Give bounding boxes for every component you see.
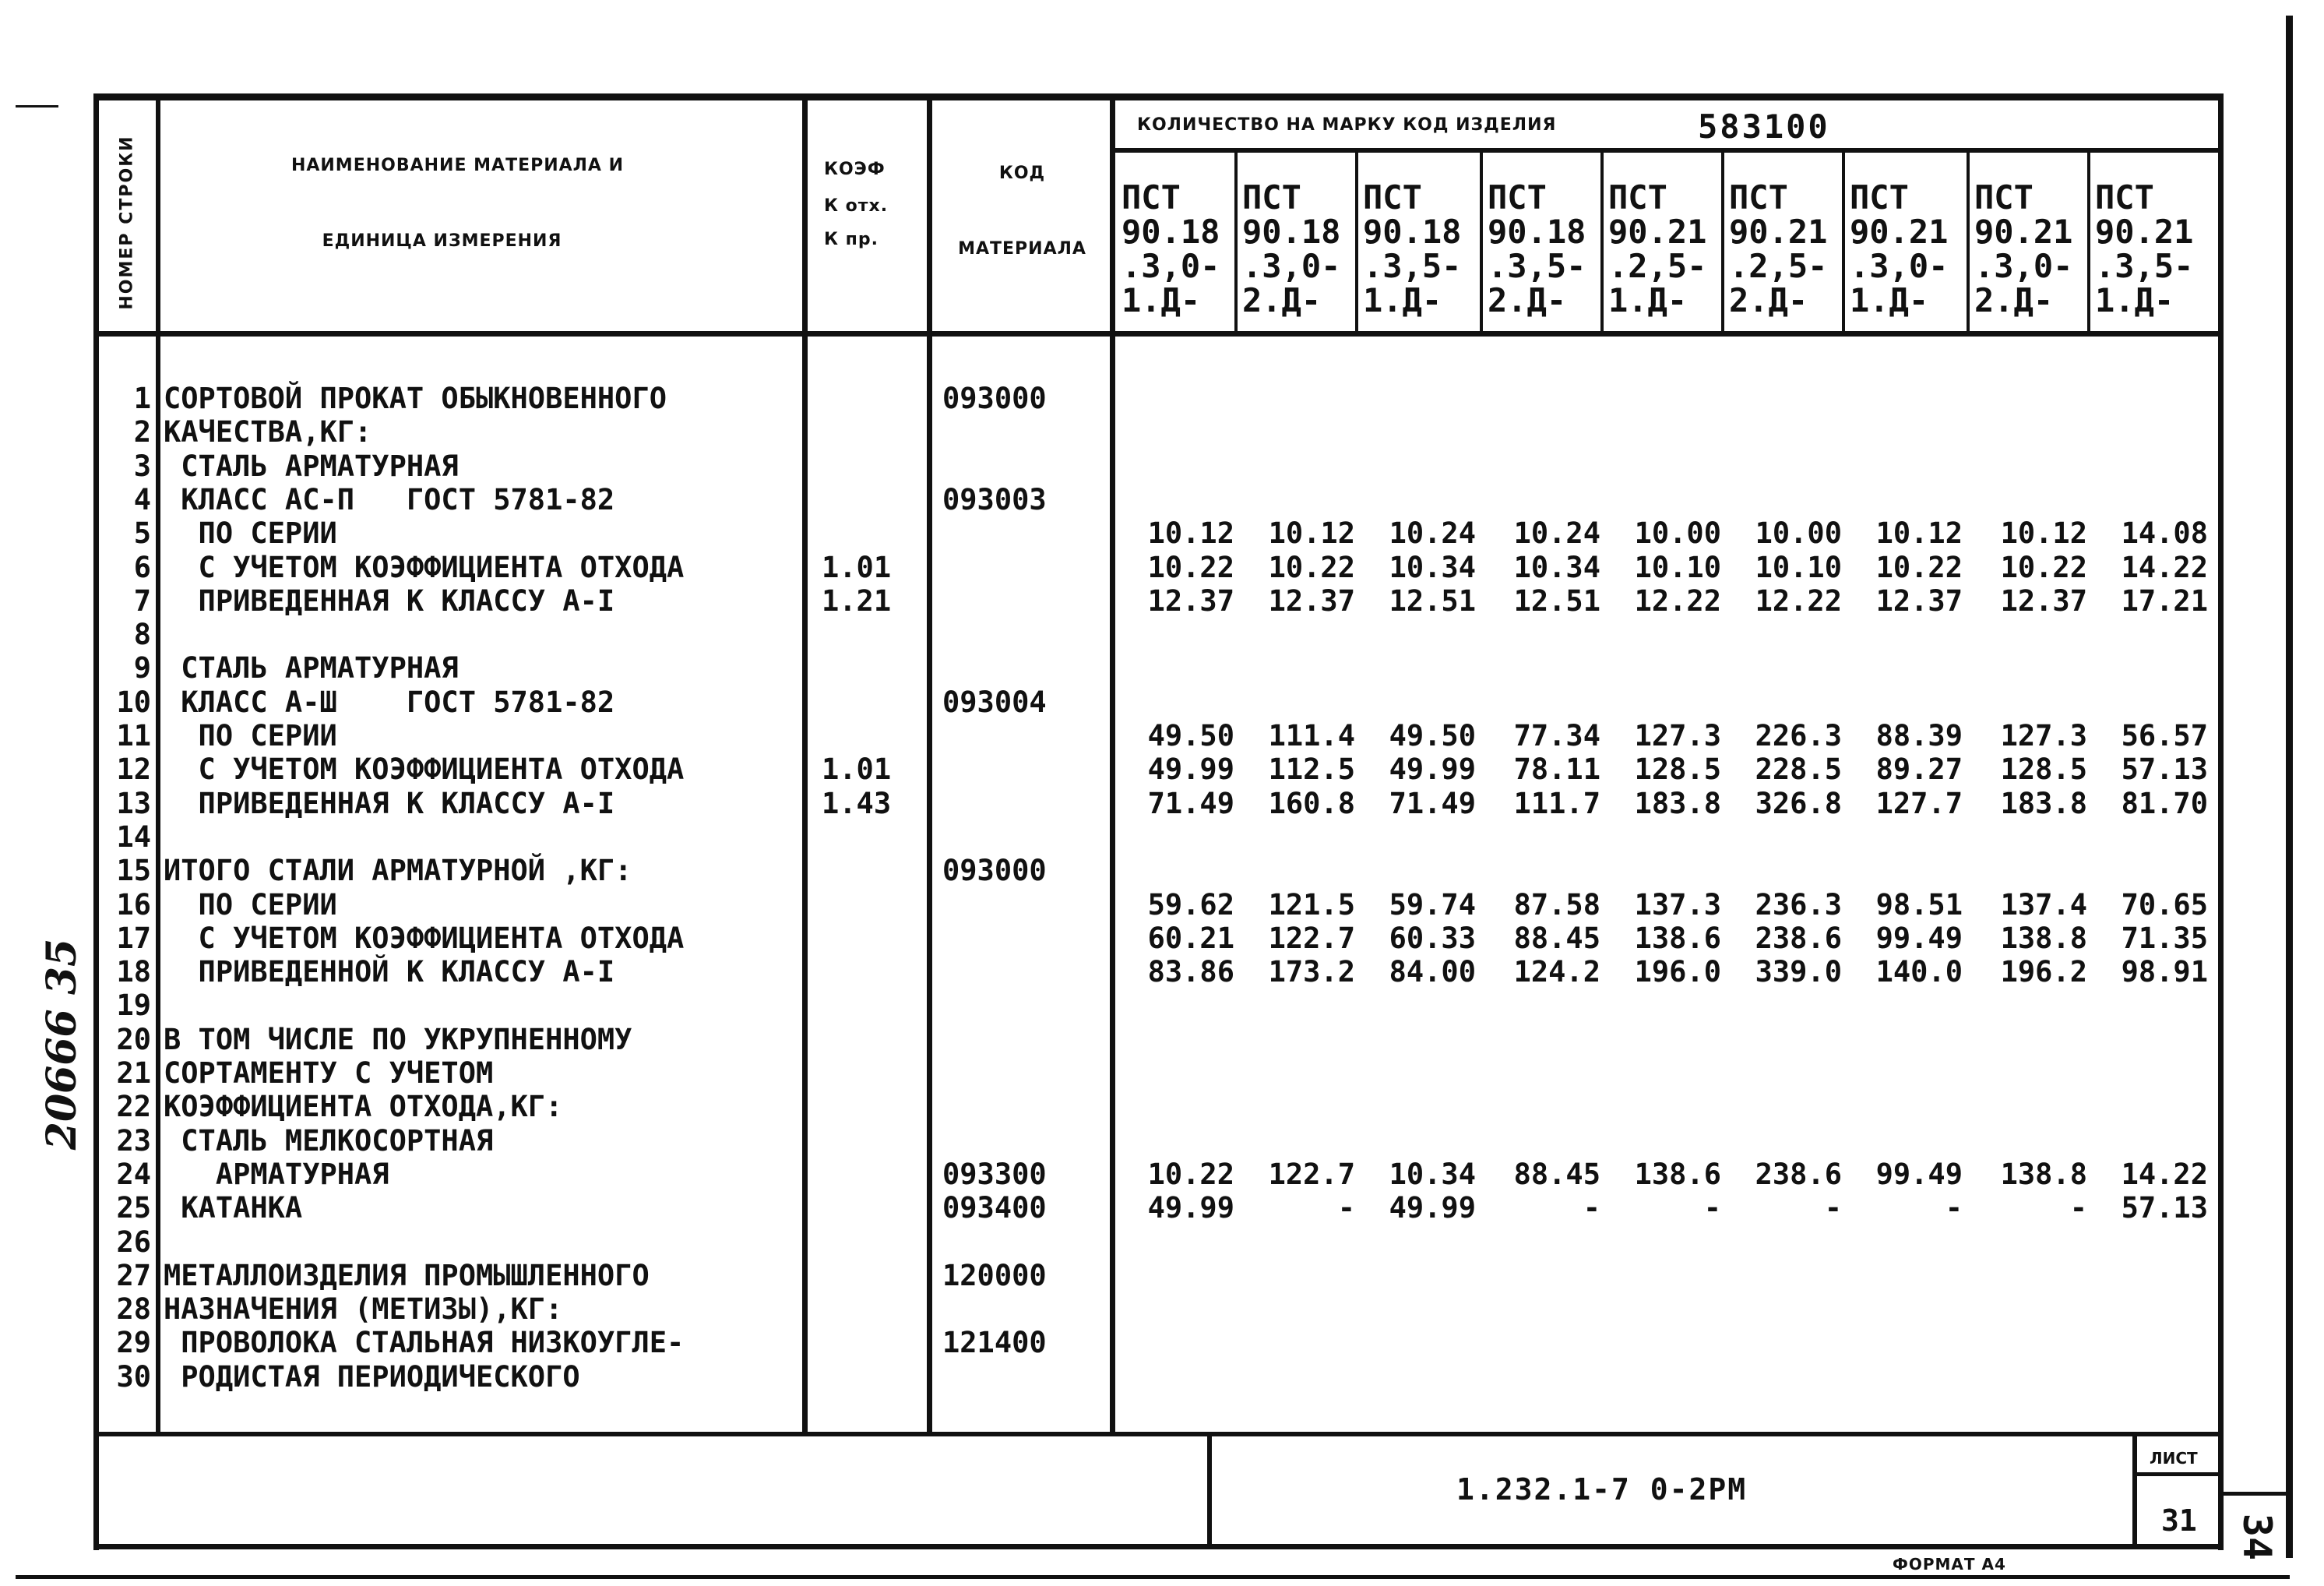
row-number: 12 bbox=[116, 752, 151, 787]
quantity-value: 137.3 bbox=[1634, 887, 1721, 922]
product-column-header-line: 2.Д- bbox=[1729, 281, 1808, 319]
row-number: 3 bbox=[133, 449, 151, 483]
product-column-header-line: ПСТ bbox=[1363, 178, 1422, 217]
quantity-value: 71.49 bbox=[1389, 786, 1476, 820]
quantity-value: 196.0 bbox=[1634, 955, 1721, 989]
material-name: ПО СЕРИИ bbox=[164, 516, 337, 551]
pcol-sep-4 bbox=[1600, 150, 1604, 333]
row-number: 16 bbox=[116, 887, 151, 922]
quantity-value: 84.00 bbox=[1389, 955, 1476, 989]
pcol-sep-8 bbox=[2087, 150, 2090, 333]
quantity-value: 183.8 bbox=[1634, 786, 1721, 820]
quantity-value: 12.51 bbox=[1389, 583, 1476, 618]
quantity-value: 87.58 bbox=[1513, 887, 1600, 922]
quantity-value: 49.99 bbox=[1389, 752, 1476, 787]
quantity-value: 12.22 bbox=[1755, 583, 1842, 618]
quantity-value: 128.5 bbox=[1634, 752, 1721, 787]
product-column-header-line: ПСТ bbox=[1122, 178, 1181, 217]
material-name: КЛАСС АС-П ГОСТ 5781-82 bbox=[164, 482, 615, 516]
quantity-value: 99.49 bbox=[1875, 921, 1963, 955]
material-name: КОЭФФИЦИЕНТА ОТХОДА,КГ: bbox=[164, 1090, 563, 1124]
product-column-header bbox=[1850, 178, 1949, 319]
quantity-value: 70.65 bbox=[2121, 887, 2208, 922]
quantity-value: 12.37 bbox=[1147, 583, 1234, 618]
quantity-value: 10.12 bbox=[1147, 516, 1234, 551]
row-number: 9 bbox=[133, 651, 151, 686]
quantity-value: 10.00 bbox=[1755, 516, 1842, 551]
product-column-header-line: .2,5- bbox=[1729, 247, 1828, 285]
quantity-value: 173.2 bbox=[1268, 955, 1355, 989]
material-name: МЕТАЛЛОИЗДЕЛИЯ ПРОМЫШЛЕННОГО bbox=[164, 1258, 650, 1292]
row-number: 26 bbox=[116, 1225, 151, 1259]
material-name: ПРОВОЛОКА СТАЛЬНАЯ НИЗКОУГЛЕ- bbox=[164, 1326, 685, 1360]
document-code: 1.232.1-7 0-2РМ bbox=[1456, 1472, 1748, 1507]
coefficient: 1.01 bbox=[822, 752, 892, 787]
product-column-header-line: 1.Д- bbox=[1608, 281, 1688, 319]
quantity-value: 10.22 bbox=[1875, 550, 1963, 584]
product-column-header-line: 1.Д- bbox=[1363, 281, 1442, 319]
row-number: 28 bbox=[116, 1292, 151, 1327]
quantity-value: 89.27 bbox=[1875, 752, 1963, 787]
col-line-2 bbox=[802, 93, 808, 1433]
quantity-value: 10.12 bbox=[1268, 516, 1355, 551]
product-column-header-line: ПСТ bbox=[1488, 178, 1547, 217]
quantity-value: 196.2 bbox=[2000, 955, 2087, 989]
quantity-value: 121.5 bbox=[1268, 887, 1355, 922]
product-column-header-line: 90.18 bbox=[1363, 213, 1462, 251]
quantity-value: 127.3 bbox=[1634, 719, 1721, 752]
row-number: 23 bbox=[116, 1123, 151, 1158]
quantity-value: 122.7 bbox=[1268, 1157, 1355, 1191]
qty-header-line bbox=[1110, 148, 2224, 153]
quantity-value: 56.57 bbox=[2121, 719, 2208, 752]
header-bottom-line bbox=[93, 331, 2224, 337]
product-column-header-line: ПСТ bbox=[1729, 178, 1788, 217]
product-column-header-line: ПСТ bbox=[1608, 178, 1667, 217]
quantity-value: 326.8 bbox=[1755, 786, 1842, 820]
quantity-value: 88.39 bbox=[1875, 719, 1963, 752]
quantity-value: 10.34 bbox=[1389, 550, 1476, 584]
quantity-value: 228.5 bbox=[1755, 752, 1842, 787]
product-column-header-line: ПСТ bbox=[1974, 178, 2034, 217]
quantity-value: 127.7 bbox=[1875, 786, 1963, 820]
quantity-value: 10.34 bbox=[1389, 1157, 1476, 1191]
material-name: КАТАНКА bbox=[164, 1191, 303, 1225]
product-column-header-line: 90.18 bbox=[1122, 213, 1220, 251]
product-column-header-line: .3,5- bbox=[2095, 247, 2194, 285]
quantity-value: - bbox=[2069, 1191, 2087, 1225]
material-name: СТАЛЬ АРМАТУРНАЯ bbox=[164, 449, 459, 483]
product-column-header-line: 90.21 bbox=[1729, 213, 1828, 251]
quantity-value: - bbox=[1824, 1191, 1842, 1225]
frame-right bbox=[2218, 93, 2224, 1550]
material-name: КАЧЕСТВА,КГ: bbox=[164, 415, 372, 449]
col-line-4 bbox=[1110, 93, 1115, 1433]
product-column-header bbox=[2095, 178, 2194, 319]
product-column-header-line: ПСТ bbox=[2095, 178, 2154, 217]
pcol-sep-2 bbox=[1355, 150, 1358, 333]
quantity-value: 128.5 bbox=[2000, 752, 2087, 787]
col-line-3 bbox=[927, 93, 932, 1433]
quantity-value: 112.5 bbox=[1268, 752, 1355, 787]
product-column-header-line: 1.Д- bbox=[1122, 281, 1201, 319]
frame-left bbox=[93, 93, 99, 1550]
product-column-header-line: .3,5- bbox=[1488, 247, 1586, 285]
quantity-value: 138.6 bbox=[1634, 921, 1721, 955]
material-code: 120000 bbox=[942, 1258, 1047, 1292]
side-number: 20666 35 bbox=[38, 938, 86, 1150]
quantity-value: 10.22 bbox=[1147, 550, 1234, 584]
product-column-header bbox=[1974, 178, 2073, 319]
row-number: 27 bbox=[116, 1258, 151, 1292]
quantity-value: 339.0 bbox=[1755, 955, 1842, 989]
quantity-value: 10.10 bbox=[1634, 550, 1721, 584]
material-name: С УЧЕТОМ КОЭФФИЦИЕНТА ОТХОДА bbox=[164, 921, 685, 955]
material-name: СТАЛЬ МЕЛКОСОРТНАЯ bbox=[164, 1123, 494, 1158]
quantity-value: - bbox=[1703, 1191, 1721, 1225]
quantity-value: 140.0 bbox=[1875, 955, 1963, 989]
product-column-header-line: 1.Д- bbox=[1850, 281, 1929, 319]
material-name: ПО СЕРИИ bbox=[164, 719, 337, 752]
quantity-value: 122.7 bbox=[1268, 921, 1355, 955]
quantity-value: 12.37 bbox=[1875, 583, 1963, 618]
pcol-sep-5 bbox=[1721, 150, 1724, 333]
row-number: 29 bbox=[116, 1326, 151, 1360]
row-number: 14 bbox=[116, 819, 151, 854]
product-column-header bbox=[1729, 178, 1828, 319]
quantity-value: 12.51 bbox=[1513, 583, 1600, 618]
quantity-value: 49.99 bbox=[1147, 1191, 1234, 1225]
quantity-value: 81.70 bbox=[2121, 786, 2208, 820]
material-code: 093400 bbox=[942, 1191, 1047, 1225]
product-column-header-line: 2.Д- bbox=[1974, 281, 2054, 319]
quantity-value: 17.21 bbox=[2121, 583, 2208, 618]
row-number: 8 bbox=[133, 618, 151, 652]
product-column-header-line: .3,0- bbox=[1122, 247, 1220, 285]
coef-header: КОЭФ К отх. К пр. bbox=[824, 160, 889, 249]
quantity-value: 57.13 bbox=[2121, 752, 2208, 787]
quantity-value: 14.08 bbox=[2121, 516, 2208, 551]
quantity-value: 12.37 bbox=[1268, 583, 1355, 618]
row-number: 10 bbox=[116, 685, 151, 719]
row-number: 7 bbox=[133, 583, 151, 618]
corner-box-top bbox=[2224, 1492, 2290, 1496]
quantity-value: 10.34 bbox=[1513, 550, 1600, 584]
quantity-value: 98.91 bbox=[2121, 955, 2208, 989]
material-name: ПРИВЕДЕННОЙ К КЛАССУ А-I bbox=[164, 955, 615, 989]
product-column-header bbox=[1363, 178, 1462, 319]
material-name: ПО СЕРИИ bbox=[164, 887, 337, 922]
quantity-value: 10.24 bbox=[1389, 516, 1476, 551]
quantity-value: 77.34 bbox=[1513, 719, 1600, 752]
product-column-header-line: .3,0- bbox=[1242, 247, 1341, 285]
quantity-value: 49.50 bbox=[1389, 719, 1476, 752]
material-name: В ТОМ ЧИСЛЕ ПО УКРУПНЕННОМУ bbox=[164, 1022, 632, 1056]
quantity-value: 88.45 bbox=[1513, 921, 1600, 955]
sheet-label: ЛИСТ bbox=[2150, 1449, 2198, 1468]
row-number: 24 bbox=[116, 1157, 151, 1191]
product-column-header-line: .3,5- bbox=[1363, 247, 1462, 285]
product-code: 583100 bbox=[1698, 107, 1830, 146]
row-number: 21 bbox=[116, 1056, 151, 1090]
quantity-value: 99.49 bbox=[1875, 1157, 1963, 1191]
corner-number: 34 bbox=[2234, 1513, 2280, 1560]
quantity-value: 10.24 bbox=[1513, 516, 1600, 551]
material-name: СТАЛЬ АРМАТУРНАЯ bbox=[164, 651, 459, 686]
row-number: 25 bbox=[116, 1191, 151, 1225]
material-code: 093000 bbox=[942, 854, 1047, 888]
material-name: ПРИВЕДЕННАЯ К КЛАССУ А-I bbox=[164, 786, 615, 820]
quantity-value: 10.22 bbox=[1268, 550, 1355, 584]
product-column-header-line: 1.Д- bbox=[2095, 281, 2174, 319]
quantity-value: 10.00 bbox=[1634, 516, 1721, 551]
quantity-value: - bbox=[1337, 1191, 1355, 1225]
row-number: 5 bbox=[133, 516, 151, 551]
quantity-value: 10.22 bbox=[1147, 1157, 1234, 1191]
product-column-header bbox=[1122, 178, 1220, 319]
quantity-value: 111.7 bbox=[1513, 786, 1600, 820]
quantity-value: 14.22 bbox=[2121, 1157, 2208, 1191]
quantity-value: 60.33 bbox=[1389, 921, 1476, 955]
quantity-value: 14.22 bbox=[2121, 550, 2208, 584]
quantity-value: 49.99 bbox=[1147, 752, 1234, 787]
row-number: 18 bbox=[116, 955, 151, 989]
coefficient: 1.01 bbox=[822, 550, 892, 584]
quantity-value: 12.22 bbox=[1634, 583, 1721, 618]
outer-right-border bbox=[2286, 16, 2293, 1558]
material-code: 121400 bbox=[942, 1326, 1047, 1360]
quantity-value: 127.3 bbox=[2000, 719, 2087, 752]
product-column-header-line: 90.21 bbox=[1608, 213, 1707, 251]
material-name: ПРИВЕДЕННАЯ К КЛАССУ А-I bbox=[164, 583, 615, 618]
quantity-value: 71.49 bbox=[1147, 786, 1234, 820]
material-code-header: КОД МАТЕРИАЛА bbox=[958, 164, 1086, 259]
quantity-value: 98.51 bbox=[1875, 887, 1963, 922]
titleblock-top-line bbox=[93, 1432, 2224, 1436]
product-column-header bbox=[1488, 178, 1586, 319]
row-number: 1 bbox=[133, 382, 151, 415]
row-number: 20 bbox=[116, 1022, 151, 1056]
material-code: 093300 bbox=[942, 1157, 1047, 1191]
product-column-header-line: 90.21 bbox=[1974, 213, 2073, 251]
row-number: 6 bbox=[133, 550, 151, 584]
quantity-value: 59.62 bbox=[1147, 887, 1234, 922]
titleblock-divider bbox=[1207, 1432, 1212, 1549]
quantity-value: 138.8 bbox=[2000, 1157, 2087, 1191]
quantity-value: 236.3 bbox=[1755, 887, 1842, 922]
quantity-value: 160.8 bbox=[1268, 786, 1355, 820]
quantity-value: 10.12 bbox=[1875, 516, 1963, 551]
row-number: 2 bbox=[133, 415, 151, 449]
quantity-value: 57.13 bbox=[2121, 1191, 2208, 1225]
quantity-value: 71.35 bbox=[2121, 921, 2208, 955]
page-top-dash bbox=[16, 105, 58, 107]
quantity-value: 138.6 bbox=[1634, 1157, 1721, 1191]
row-number: 17 bbox=[116, 921, 151, 955]
product-column-header bbox=[1608, 178, 1707, 319]
quantity-value: 83.86 bbox=[1147, 955, 1234, 989]
quantity-value: 111.4 bbox=[1268, 719, 1355, 752]
quantity-value: 124.2 bbox=[1513, 955, 1600, 989]
quantity-value: 49.50 bbox=[1147, 719, 1234, 752]
frame-top bbox=[93, 93, 2224, 100]
pcol-sep-1 bbox=[1234, 150, 1238, 333]
product-column-header-line: .3,0- bbox=[1850, 247, 1949, 285]
material-name: С УЧЕТОМ КОЭФФИЦИЕНТА ОТХОДА bbox=[164, 550, 685, 584]
quantity-value: 60.21 bbox=[1147, 921, 1234, 955]
row-number: 19 bbox=[116, 989, 151, 1023]
col-line-1 bbox=[156, 93, 160, 1433]
product-column-header-line: 2.Д- bbox=[1242, 281, 1322, 319]
material-name: РОДИСТАЯ ПЕРИОДИЧЕСКОГО bbox=[164, 1359, 580, 1394]
quantity-value: - bbox=[1945, 1191, 1963, 1225]
sheet-number: 31 bbox=[2161, 1503, 2197, 1538]
sheet-box-mid bbox=[2132, 1472, 2224, 1476]
product-column-header-line: 90.18 bbox=[1242, 213, 1341, 251]
sheet-box-left bbox=[2132, 1432, 2137, 1549]
product-column-header bbox=[1242, 178, 1341, 319]
quantity-value: 10.22 bbox=[2000, 550, 2087, 584]
product-column-header-line: .3,0- bbox=[1974, 247, 2073, 285]
row-number: 4 bbox=[133, 482, 151, 516]
pcol-sep-6 bbox=[1842, 150, 1845, 333]
quantity-value: 10.10 bbox=[1755, 550, 1842, 584]
material-name: АРМАТУРНАЯ bbox=[164, 1157, 389, 1191]
quantity-value: 138.8 bbox=[2000, 921, 2087, 955]
product-column-header-line: .2,5- bbox=[1608, 247, 1707, 285]
row-number: 15 bbox=[116, 854, 151, 888]
quantity-value: 238.6 bbox=[1755, 1157, 1842, 1191]
quantity-value: 226.3 bbox=[1755, 719, 1842, 752]
material-name: ИТОГО СТАЛИ АРМАТУРНОЙ ,КГ: bbox=[164, 854, 632, 888]
material-name: СОРТОВОЙ ПРОКАТ ОБЫКНОВЕННОГО bbox=[164, 382, 667, 415]
row-number: 13 bbox=[116, 786, 151, 820]
product-column-header-line: 90.21 bbox=[2095, 213, 2194, 251]
material-code: 093003 bbox=[942, 482, 1047, 516]
material-code: 093004 bbox=[942, 685, 1047, 719]
row-number-header: НОМЕР СТРОКИ bbox=[117, 134, 137, 310]
material-name-header: НАИМЕНОВАНИЕ МАТЕРИАЛА И ЕДИНИЦА ИЗМЕРЕНИЯ bbox=[290, 156, 625, 251]
row-number: 30 bbox=[116, 1359, 151, 1394]
qty-label: КОЛИЧЕСТВО НА МАРКУ КОД ИЗДЕЛИЯ bbox=[1137, 115, 1557, 135]
product-column-header-line: 2.Д- bbox=[1488, 281, 1567, 319]
quantity-value: 12.37 bbox=[2000, 583, 2087, 618]
product-column-header-line: ПСТ bbox=[1242, 178, 1301, 217]
material-name: С УЧЕТОМ КОЭФФИЦИЕНТА ОТХОДА bbox=[164, 752, 685, 787]
row-number: 11 bbox=[116, 719, 151, 752]
row-number: 22 bbox=[116, 1090, 151, 1124]
material-name: СОРТАМЕНТУ С УЧЕТОМ bbox=[164, 1056, 494, 1090]
coefficient: 1.21 bbox=[822, 583, 892, 618]
quantity-value: 238.6 bbox=[1755, 921, 1842, 955]
material-name: КЛАСС А-Ш ГОСТ 5781-82 bbox=[164, 685, 615, 719]
quantity-value: 78.11 bbox=[1513, 752, 1600, 787]
quantity-value: 49.99 bbox=[1389, 1191, 1476, 1225]
pcol-sep-3 bbox=[1480, 150, 1483, 333]
quantity-value: 10.12 bbox=[2000, 516, 2087, 551]
product-column-header-line: 90.21 bbox=[1850, 213, 1949, 251]
material-name: НАЗНАЧЕНИЯ (МЕТИЗЫ),КГ: bbox=[164, 1292, 563, 1327]
quantity-value: 183.8 bbox=[2000, 786, 2087, 820]
frame-bottom bbox=[93, 1544, 2224, 1549]
coefficient: 1.43 bbox=[822, 786, 892, 820]
format-label: ФОРМАТ А4 bbox=[1893, 1555, 2006, 1574]
product-column-header-line: ПСТ bbox=[1850, 178, 1909, 217]
pcol-sep-7 bbox=[1967, 150, 1970, 333]
quantity-value: 137.4 bbox=[2000, 887, 2087, 922]
page-bottom-line bbox=[16, 1575, 2290, 1579]
quantity-value: - bbox=[1583, 1191, 1600, 1225]
quantity-value: 59.74 bbox=[1389, 887, 1476, 922]
product-column-header-line: 90.18 bbox=[1488, 213, 1586, 251]
quantity-value: 88.45 bbox=[1513, 1157, 1600, 1191]
material-code: 093000 bbox=[942, 382, 1047, 415]
